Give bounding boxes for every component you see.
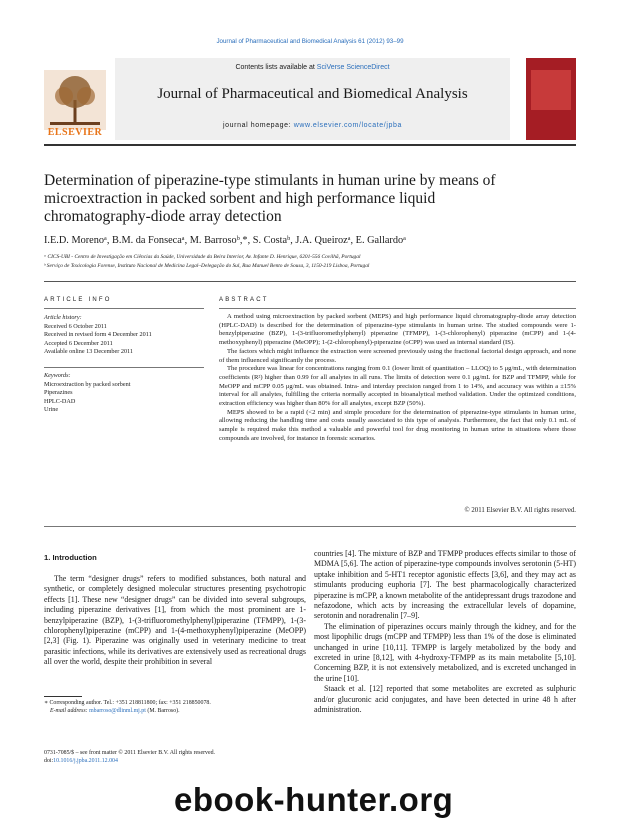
body-paragraph: Staack et al. [12] reported that some metabolites are excreted as sulphuric and/or glucuronic acid conjugates, and have been detected in urine 48 h after administration. [314,684,576,715]
contents-prefix: Contents lists available at [235,64,315,71]
abstract-paragraph: The procedure was linear for concentrations ranging from 0.1 (lower limit of quantitation – LLOQ) to 5 μg/mL, with determination coefficients (R²) higher than 0.99 for all analytes in all runs. The limits of detection were 0.1 μg/mL for BZP and TFMPP, while for MeOPP and mCPP 0.05 μg/mL was obtained. Intra- and interday precision ranged from 1 to 14%, and accuracy was within a ±15% interval for all analytes, fulfilling the criteria normally accepted in bioanalytical method validation. Under the optimized conditions, extraction efficiency was higher than 80% for all analytes, except BZP (50%). [219,365,576,408]
email-label: E-mail address: [50,708,88,714]
contents-line [115,64,510,71]
article-info-divider [44,308,204,309]
email-link[interactable]: mbarroso@dlinml.mj.pt [89,708,146,714]
abstract-paragraph: A method using microextraction by packed sorbent (MEPS) and high performance liquid chromatography-diode array detection (HPLC-DAD) is described for the determination of piperazine-type stimulants in human urine. The studied compounds were 1-benzylpiperazine (BZP), 1-(3-trifluoromethylphenyl) piperazine (TFMPP), 1-(3-chlorophenyl) piperazine (mCPP) and 1-(4-methoxyphenyl) piperazine (MeOPP); 1-(2-chlorophenyl)-piperazine (oCPP) was used as internal standard (IS). [219,313,576,347]
doi-link[interactable]: 10.1016/j.jpba.2011.12.004 [53,758,118,764]
footnote-divider [44,696,82,697]
article-title: Determination of piperazine-type stimulants in human urine by means of microextraction in packed sorbent and high performance liquid chromatography-diode array detection [44,172,496,225]
history-label: Article history: [44,314,82,321]
body-divider [44,526,576,527]
abstract-body [219,313,576,444]
author-list: I.E.D. Morenoᵃ, B.M. da Fonsecaᵃ, M. Barrosoᵇ,*, S. Costaᵇ, J.A. Queirozᵃ, E. Gallardoᵃ [44,235,406,246]
article-bottom-info [44,749,306,765]
history-item: Accepted 6 December 2011 [44,339,113,347]
affiliation-b: ᵇ Serviço de Toxicologia Forense, Instituto Nacional de Medicina Legal–Delegação do Sul, Rua Manuel Bento de Sousa, 3, 1150-219 Lisboa, Portugal [44,263,370,269]
issn-line: 0731-7085/$ – see front matter © 2011 Elsevier B.V. All rights reserved. [44,750,216,756]
article-info-heading: ARTICLE INFO [44,297,112,303]
keyword-item: HPLC-DAD [44,397,76,405]
homepage-prefix: journal homepage: [223,122,292,129]
doi-prefix: doi: [44,758,54,764]
affiliations [44,253,576,271]
email-owner: (M. Barroso). [147,708,180,714]
history-item: Received 6 October 2011 [44,322,107,330]
keyword-item: Piperazines [44,389,73,396]
watermark-text: ebook-hunter.org [174,781,454,818]
abstract-paragraph: The factors which might influence the extraction were screened previously using the fractional factorial design approach, and none of them influenced significantly the process. [219,347,576,364]
publisher-name: ELSEVIER [47,127,103,138]
body-column-right [314,549,576,716]
body-column-left [44,574,306,668]
affiliation-a: ᵃ CICS-UBI - Centro de Investigação em Ciências da Saúde, Universidade da Beira Interior, Av. Infante D. Henrique, 6201-556 Covilhã, Portugal [44,254,361,260]
body-paragraph: The term “designer drugs” refers to modified substances, both natural and synthetic, or completely designed molecular structures presenting psychotropic effects [1]. These new “designer drugs” can be divided into several subgroups, including piperazine derivatives [1], from which the most prominent are 1-benzylpiperazine (BZP), 1-(3-trifluoromethylphenyl)piperazine (TFMPP), 1-(3-chlorophenyl)piperazine (mCPP) and 1-(4-methoxyphenyl)piperazine (MeOPP) [2,3] (Fig. 1). Piperazine was originally used in veterinary medicine to treat parasitic infections, while its derivatives are extensively used as recreational drugs all over the world, despite their prohibition in several [44,574,306,667]
history-item: Received in revised form 4 December 2011 [44,331,152,338]
introduction-heading: 1. Introduction [44,553,97,562]
homepage-link[interactable]: www.elsevier.com/locate/jpba [293,122,402,129]
sciencedirect-link[interactable]: SciVerse ScienceDirect [316,64,390,71]
corresponding-author-text: ∗ Corresponding author. Tel.: +351 218811800; fax: +351 218850078. [44,700,211,706]
header-divider [44,144,576,146]
homepage-line [115,122,510,129]
journal-reference-link[interactable]: Journal of Pharmaceutical and Biomedical Analysis 61 (2012) 93–99 [216,38,404,45]
elsevier-tree-logo-icon [44,64,106,136]
copyright-notice: © 2011 Elsevier B.V. All rights reserved. [464,507,576,514]
keywords-label: Keywords: [44,372,71,379]
abstract-divider [219,308,576,309]
keywords [44,372,204,415]
abstract-paragraph: MEPS showed to be a rapid (<2 min) and simple procedure for the determination of piperazine-type stimulants in human urine, allowing reducing the handling time and costs usually associated to this type of analysis. Furthermore, the fact that only 0.1 mL of sample is required make this method a valuable and powerful tool for drug monitoring in human urine in situations where those compounds are involved, for instance in forensic scenarios. [219,408,576,442]
journal-cover-artwork [531,70,571,110]
abstract-heading: ABSTRACT [219,297,269,303]
history-item: Available online 13 December 2011 [44,348,133,355]
section-divider [44,281,576,282]
article-history [44,314,204,357]
keywords-divider [44,367,204,368]
keyword-item: Microextraction by packed sorbent [44,380,131,388]
journal-name: Journal of Pharmaceutical and Biomedical Analysis [157,86,468,102]
keyword-item: Urine [44,406,59,413]
body-paragraph: countries [4]. The mixture of BZP and TFMPP produces effects similar to those of MDMA [5,6]. The action of piperazine-type compounds involves serotonin (5-HT) uptake inhibition and 5-HT1 receptor agonistic effects [3,6], and they may act as stimulants producing euphoria [7]. The best pharmacologically characterized piperazine is mCPP, a known metabolite of the antidepressant drugs trazodone and nefazodone, which acts by increasing the extracellular levels of dopamine, serotonin and noradrenalin [7–9]. [314,549,576,621]
corresponding-author-footnote [44,699,306,715]
body-paragraph: The elimination of piperazines occurs mainly through the kidney, and for the most lipophilic drugs (mCPP and TFMPP) less than 1% of the dose is eliminated unchanged in urine [10,11]. TFMPP is largely metabolized by the body and excreted in urine [8,12], with 4-hydroxy-TFMPP as its main metabolite [5,10]. Concerning BZP, it is not extensively metabolized, and is excreted unchanged in the urine [10]. [314,621,576,683]
